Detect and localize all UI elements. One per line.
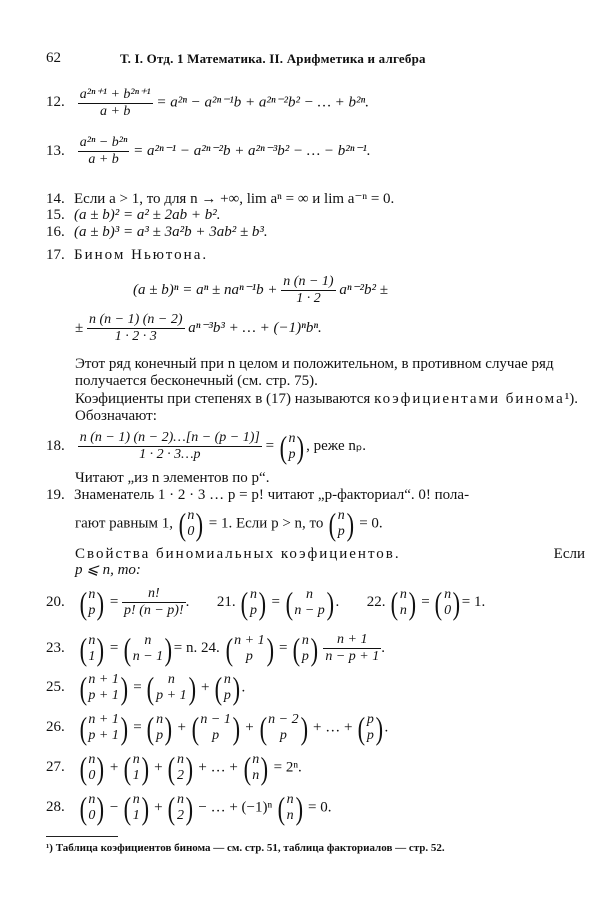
binom-top: n — [88, 792, 96, 807]
binom-bottom: p — [250, 602, 258, 618]
formula-26: 26. ( n + 1 p + 1 ) = ( n p ) + ( n − 1 p ) + ( n − 2 p ) + … + ( p p ) . — [46, 710, 389, 746]
binom-bottom: p + 1 — [156, 688, 187, 703]
binom-bottom: n − p — [294, 602, 325, 618]
binom-bottom: 1 — [132, 808, 140, 823]
binom-top: n + 1 — [88, 712, 119, 727]
formula-tail: = 2ⁿ. — [273, 759, 302, 776]
binom-top: n — [337, 508, 345, 523]
numerator: a²ⁿ − b²ⁿ — [79, 135, 128, 150]
formula-rhs: = a²ⁿ − a²ⁿ⁻¹b + a²ⁿ⁻²b² − … + b²ⁿ. — [156, 94, 370, 111]
binom-bottom: p + 1 — [88, 688, 119, 703]
binom-top: n — [223, 672, 231, 687]
numerator: n! — [122, 586, 186, 603]
binom-top: n − 1 — [200, 712, 231, 727]
binomial-coefficient: ( n 1 ) — [123, 790, 149, 826]
heading-text: Если — [553, 546, 585, 562]
denominator: p! (n − p)! — [124, 603, 184, 618]
formula-18: 18. $\frac{n (n - 1) (n - 2)\dots[n - (p - 1)]}{1 \cdot 2 \cdot 3\dots p}$ = ( n p ) , реже nₚ. — [46, 428, 367, 465]
binom-bottom: p — [223, 688, 231, 703]
period: . — [185, 593, 190, 610]
binom-top: n — [306, 586, 314, 602]
fraction — [78, 86, 153, 120]
binom-top: n — [156, 712, 164, 727]
fraction — [281, 274, 335, 307]
binom-bottom: p — [337, 524, 345, 539]
ellipsis-term: − … + (−1)ⁿ — [198, 799, 273, 816]
formula-number: 18. — [46, 437, 65, 454]
binomial-row-2 — [75, 312, 322, 345]
ellipsis-term: + … + — [313, 719, 353, 736]
binom-bottom: p — [366, 728, 374, 743]
footnote: ¹) Таблица коэфициентов бинома — см. стр. 51, таблица факториалов — стр. 52. — [46, 842, 445, 854]
numerator: n (n − 1) — [283, 274, 334, 289]
properties-heading — [75, 546, 585, 563]
binom-top: n — [399, 586, 407, 602]
binomial-coefficient: ( n 0 ) — [79, 790, 105, 826]
para-text: ¹). Обозначают: — [75, 391, 578, 424]
binom-top: n — [288, 430, 296, 446]
formula-number: 25. — [46, 679, 65, 696]
binomial-coefficient: ( n n − p ) — [285, 584, 334, 621]
binom-top: n — [88, 632, 96, 648]
fraction — [87, 312, 185, 345]
fraction — [78, 135, 130, 168]
binom-top: n — [132, 752, 140, 767]
expansion-part: (a ± b)ⁿ = aⁿ ± naⁿ⁻¹b + — [133, 281, 278, 298]
binomial-coefficient: ( n n ) — [390, 584, 416, 621]
binom-top: n — [252, 752, 260, 767]
numerator: a²ⁿ⁺¹ + b²ⁿ⁺¹ — [79, 87, 151, 102]
equals-sign: = — [271, 593, 280, 610]
binom-bottom: 0 — [444, 602, 452, 618]
binomial-coefficient: ( n p ) — [292, 630, 318, 667]
paragraph-series-note: Этот ряд конечный при n целом и положительном, в противном случае ряд получается бесконечный (см. стр. 75). — [75, 356, 554, 389]
formula-tail: = 1. — [461, 593, 486, 610]
para-term: коэфициентами бинома — [374, 391, 565, 407]
formula-25: 25. ( n + 1 p + 1 ) = ( n p + 1 ) + ( n p ) . — [46, 670, 246, 706]
binomial-coefficient: ( p p ) — [357, 710, 383, 746]
binomial-coefficient: ( n + 1 p + 1 ) — [79, 670, 128, 706]
period: . — [335, 593, 340, 610]
binomial-coefficient: ( n 2 ) — [167, 750, 194, 786]
formula-number: 12. — [46, 94, 65, 111]
formula-13 — [46, 135, 371, 168]
binom-bottom: p — [288, 446, 296, 462]
binom-bottom: p + 1 — [88, 728, 119, 743]
formula-text: Знаменатель 1 · 2 · 3 … p = p! читают „p-факториал“. 0! пола- — [74, 487, 470, 503]
binom-top: n — [250, 586, 258, 602]
formula-number: 15. — [46, 207, 65, 223]
binom-top: p — [366, 712, 374, 727]
denominator: a + b — [99, 104, 131, 119]
formula-17-title — [46, 247, 208, 264]
binom-bottom: n − 1 — [132, 648, 164, 664]
formula-number: 23. — [46, 639, 65, 656]
formula-number: 13. — [46, 142, 65, 159]
binom-bottom: p — [212, 728, 220, 743]
paragraph-coefficients — [75, 391, 585, 425]
binom-top: n — [167, 672, 175, 687]
heading-text: Свойства биномиальных коэфициентов. — [75, 546, 401, 562]
fraction — [78, 430, 262, 463]
binom-bottom: n — [399, 602, 407, 618]
formula-16 — [46, 224, 268, 241]
binom-top: n — [187, 508, 195, 523]
binom-top: n — [176, 792, 184, 807]
para-text: Коэфициенты при степенях в (17) называются — [75, 391, 371, 407]
denominator: 1 · 2 · 3 — [114, 329, 157, 344]
footnote-rule — [46, 836, 118, 837]
formula-tail: , реже nₚ. — [306, 437, 367, 454]
binomial-coefficient: ( n 0 ) — [79, 750, 105, 786]
binomial-coefficient: ( n 0 ) — [178, 506, 204, 542]
binom-bottom: p — [301, 648, 309, 664]
binom-top: n + 1 — [234, 632, 265, 648]
binom-top: n — [176, 752, 184, 767]
formula-14 — [46, 189, 394, 208]
binom-top: n — [88, 586, 96, 602]
expansion-part: aⁿ⁻³b³ + … + (−1)ⁿbⁿ. — [188, 319, 322, 336]
binom-bottom: p — [156, 728, 164, 743]
binomial-coefficient: ( n 1 ) — [123, 750, 149, 786]
binom-bottom: 0 — [88, 808, 96, 823]
page-number: 62 — [46, 50, 61, 66]
formula-20-22: 20. ( n p ) = $\frac{n!}{p! (n - p)!}$ . 21. ( n p ) = ( n n − p ) . 22. ( n n ) = ( n 0 ) = 1. — [46, 584, 486, 621]
binom-bottom: p — [279, 728, 287, 743]
binom-bottom: 0 — [187, 524, 195, 539]
binomial-coefficient: ( n p ) — [328, 506, 354, 542]
formula-number: 17. — [46, 247, 65, 263]
binom-top: n − 2 — [268, 712, 299, 727]
binomial-coefficient: ( n 1 ) — [79, 630, 105, 667]
binomial-coefficient: ( n 2 ) — [167, 790, 194, 826]
binom-bottom: n — [286, 808, 294, 823]
binomial-coefficient: ( n p ) — [79, 584, 105, 621]
binomial-coefficient: ( n p + 1 ) — [147, 670, 196, 706]
ellipsis-term: + … + — [198, 759, 238, 776]
formula-tail: = 0. — [308, 799, 332, 816]
formula-text: (a ± b)³ = a³ ± 3a²b + 3ab² ± b³. — [74, 224, 268, 240]
formula-23-24: 23. ( n 1 ) = ( n n − 1 ) = n. 24. ( n + 1 p ) = ( n p ) $\frac{n + 1}{n - p + 1}$ . — [46, 630, 385, 667]
period: . — [241, 679, 246, 696]
fraction — [323, 632, 381, 665]
binomial-coefficient: ( n n ) — [277, 790, 303, 826]
binom-bottom: 1 — [132, 768, 140, 783]
numerator: n + 1 — [323, 632, 381, 649]
formula-27: 27. ( n 0 ) + ( n 1 ) + ( n 2 ) + … + ( n n ) = 2ⁿ. — [46, 750, 302, 786]
numerator: n (n − 1) (n − 2)…[n − (p − 1)] — [79, 430, 260, 445]
formula-number: 28. — [46, 799, 65, 816]
formula-text: = 1. Если p > n, то — [208, 515, 324, 532]
binom-top: n — [88, 752, 96, 767]
denominator: n − p + 1 — [325, 649, 380, 664]
period: . — [384, 719, 389, 736]
binomial-coefficient: ( n p ) — [214, 670, 240, 706]
denominator: 1 · 2 — [296, 291, 321, 306]
plus-minus-sign: ± — [75, 319, 84, 336]
formula-text: (a ± b)² = a² ± 2ab + b². — [74, 207, 221, 223]
binom-top: n — [444, 586, 452, 602]
formula-number: 14. — [46, 191, 65, 207]
formula-number: 27. — [46, 759, 65, 776]
binom-bottom: p — [88, 602, 96, 618]
formula-number: 20. — [46, 593, 65, 610]
binomial-coefficient: ( n p ) — [147, 710, 173, 746]
binomial-coefficient: ( n − 2 p ) — [259, 710, 308, 746]
formula-number: 24. — [201, 639, 220, 656]
denominator: 1 · 2 · 3…p — [139, 447, 201, 462]
section-title: Бином Ньютона. — [74, 247, 209, 263]
binom-top: n — [132, 792, 140, 807]
binom-bottom: p — [245, 648, 253, 664]
binomial-coefficient: ( n n − 1 ) — [123, 630, 173, 667]
formula-number: 21. — [216, 593, 236, 610]
binomial-coefficient: ( n p ) — [240, 584, 267, 621]
binomial-coefficient: ( n − 1 p ) — [191, 710, 240, 746]
formula-text: Если a > 1, то для n → +∞, lim aⁿ = ∞ и lim a⁻ⁿ = 0. — [74, 191, 395, 207]
formula-19-line2 — [75, 508, 383, 540]
formula-number: 19. — [46, 487, 65, 503]
formula-15 — [46, 207, 220, 224]
binom-top: n — [301, 632, 309, 648]
formula-19 — [46, 487, 469, 504]
binom-bottom: 1 — [88, 648, 96, 664]
binom-bottom: 2 — [176, 768, 184, 783]
binomial-coefficient: ( n + 1 p ) — [225, 630, 274, 667]
binomial-coefficient: ( n + 1 p + 1 ) — [79, 710, 128, 746]
binom-bottom: n — [252, 768, 260, 783]
period: . — [381, 639, 385, 656]
condition-text: p ⩽ n, то: — [75, 562, 141, 578]
formula-number: 16. — [46, 224, 65, 240]
formula-text: гают равным 1, — [75, 515, 173, 532]
binom-bottom: 0 — [88, 768, 96, 783]
binom-top: n — [144, 632, 152, 648]
denominator: a + b — [88, 152, 119, 167]
numerator: n (n − 1) (n − 2) — [88, 312, 183, 327]
formula-28: 28. ( n 0 ) − ( n 1 ) + ( n 2 ) − … + (−1)ⁿ ( n n ) = 0. — [46, 790, 332, 826]
binom-top: n + 1 — [88, 672, 119, 687]
formula-number: 26. — [46, 719, 65, 736]
formula-number: 22. — [366, 593, 386, 610]
binom-bottom: 2 — [176, 808, 184, 823]
formula-text: = 0. — [359, 515, 383, 532]
formula-tail: = n. — [173, 639, 198, 656]
binomial-coefficient: ( n 0 ) — [435, 584, 461, 621]
properties-condition — [75, 562, 585, 579]
binom-top: n — [286, 792, 294, 807]
formula-rhs: = a²ⁿ⁻¹ − a²ⁿ⁻²b + a²ⁿ⁻³b² − … − b²ⁿ⁻¹. — [133, 142, 371, 159]
binomial-coefficient: ( n p ) — [279, 428, 305, 465]
running-title: Т. I. Отд. 1 Математика. II. Арифметика и алгебра — [120, 51, 426, 66]
formula-12 — [46, 86, 369, 120]
fraction — [122, 586, 186, 619]
equals-sign: = — [109, 593, 119, 610]
expansion-part: aⁿ⁻²b² ± — [339, 281, 388, 298]
binomial-coefficient: ( n n ) — [243, 750, 269, 786]
read-as-text: Читают „из n элементов по p“. — [75, 470, 270, 486]
binomial-row-1 — [133, 274, 388, 307]
